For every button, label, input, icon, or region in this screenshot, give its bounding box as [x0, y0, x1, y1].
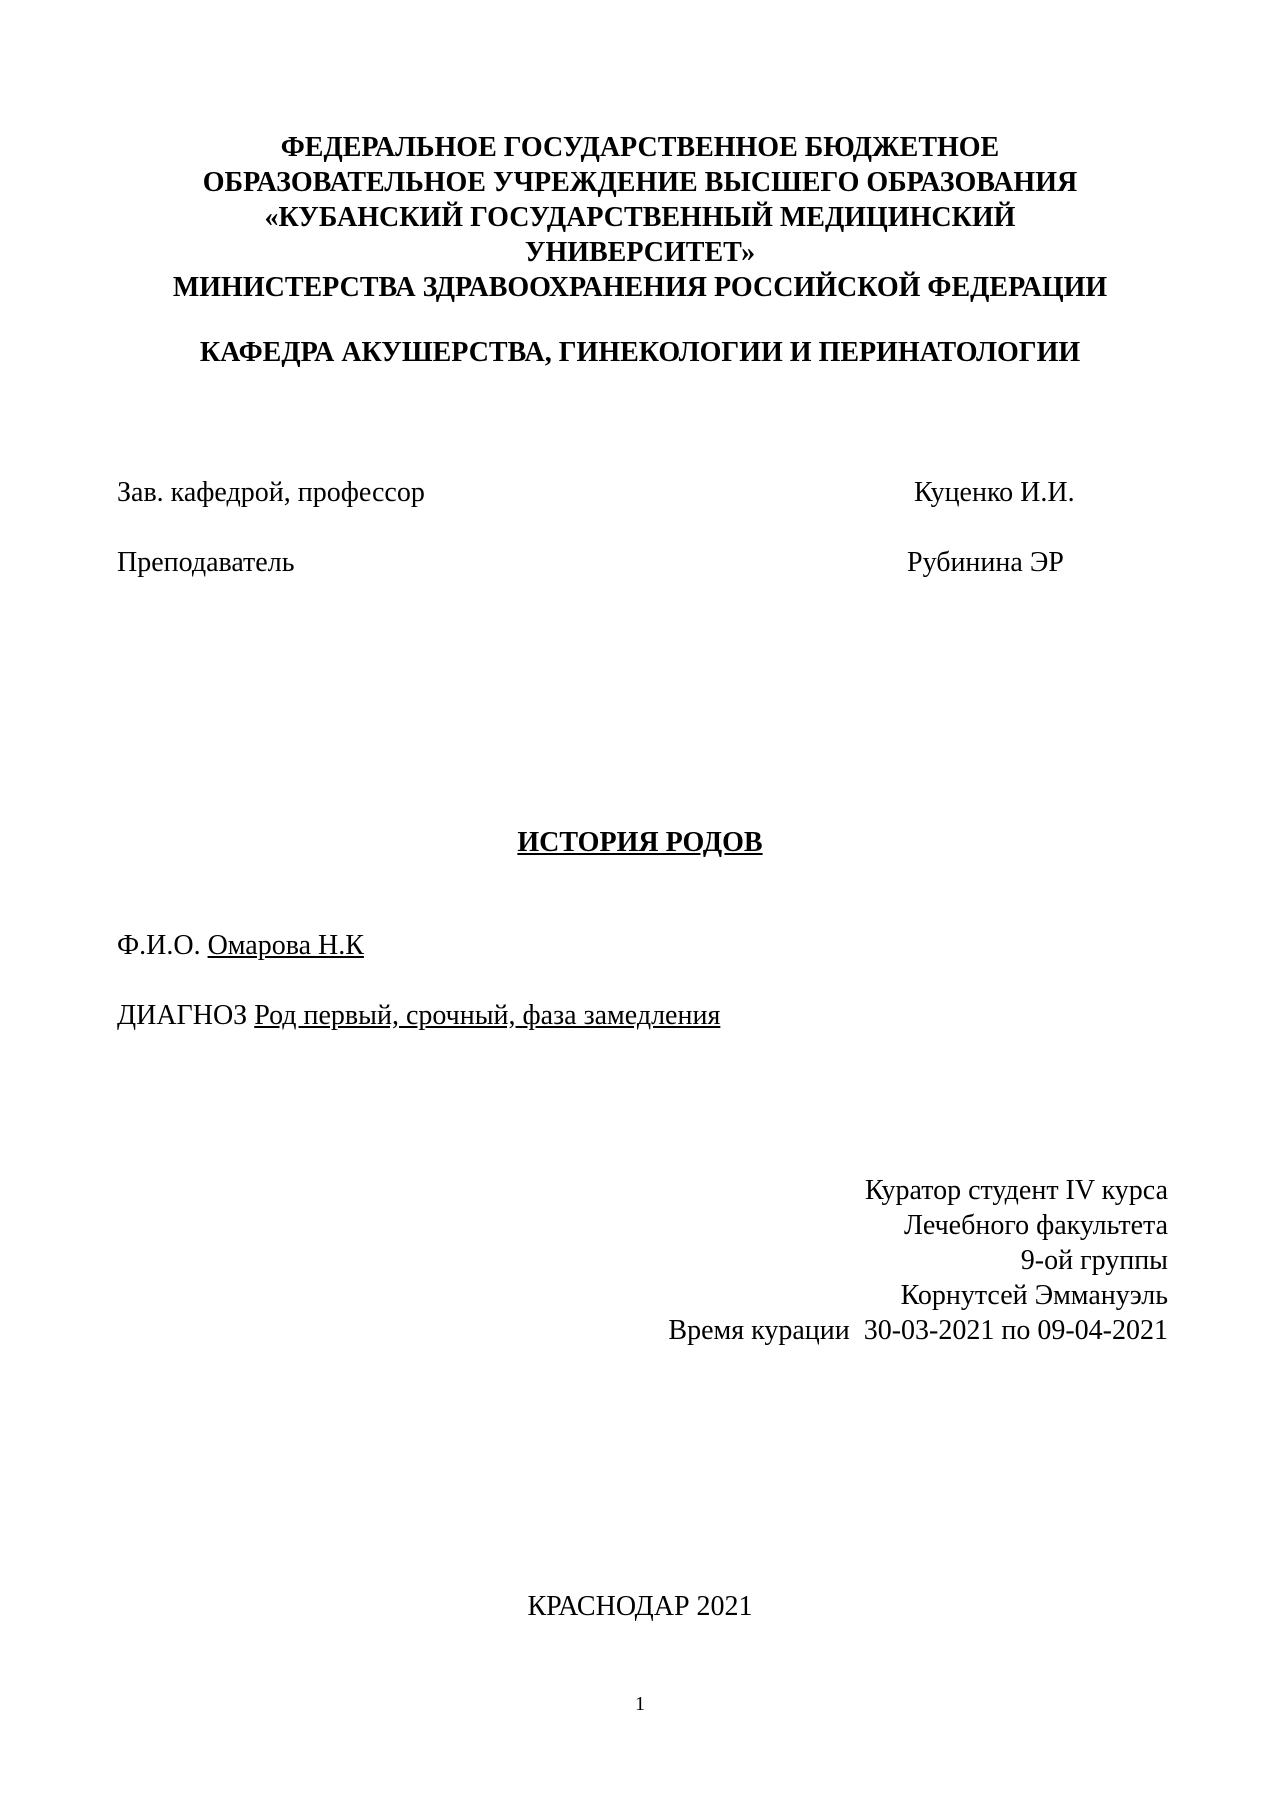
department-name: КАФЕДРА АКУШЕРСТВА, ГИНЕКОЛОГИИ И ПЕРИНАТОЛОГИИ	[199, 337, 1081, 368]
header-line: МИНИСТЕРСТВА ЗДРАВООХРАНЕНИЯ РОССИЙСКОЙ ФЕДЕРАЦИИ	[172, 272, 1108, 303]
diagnosis-value: Род первый, срочный, фаза замедления	[254, 1000, 721, 1031]
header-line: ОБРАЗОВАТЕЛЬНОЕ УЧРЕЖДЕНИЕ ВЫСШЕГО ОБРАЗОВАНИЯ	[202, 167, 1078, 198]
institution-header	[100, 130, 1180, 305]
curator-line: Лечебного факультета	[904, 1210, 1168, 1241]
patient-value: Омарова Н.К	[207, 930, 364, 961]
city-year: КРАСНОДАР 2021	[527, 1591, 753, 1622]
document-title	[100, 825, 1180, 860]
page-number: 1	[635, 1693, 645, 1715]
staff-role-teacher: Преподаватель	[117, 547, 295, 578]
staff-name-teacher: Рубинина ЭР	[907, 547, 1064, 578]
staff-name-head: Куценко И.И.	[914, 477, 1075, 508]
curator-line: Корнутсей Эммануэль	[900, 1280, 1168, 1311]
diagnosis-label: ДИАГНОЗ	[117, 1000, 248, 1031]
header-line: ФЕДЕРАЛЬНОЕ ГОСУДАРСТВЕННОЕ БЮДЖЕТНОЕ	[280, 132, 1000, 163]
document-title-text: ИСТОРИЯ РОДОВ	[517, 827, 763, 858]
header-line: УНИВЕРСИТЕТ»	[524, 237, 756, 268]
curator-line: Время курации 30-03-2021 по 09-04-2021	[668, 1315, 1168, 1346]
diagnosis-field	[117, 998, 720, 1033]
patient-label: Ф.И.О.	[117, 930, 201, 961]
curator-line: Куратор студент IV курса	[864, 1175, 1168, 1206]
curator-line: 9-ой группы	[1020, 1245, 1168, 1276]
patient-field	[117, 928, 364, 963]
staff-role-head: Зав. кафедрой, профессор	[117, 477, 425, 508]
header-line: «КУБАНСКИЙ ГОСУДАРСТВЕННЫЙ МЕДИЦИНСКИЙ	[264, 202, 1016, 233]
curator-block	[668, 1173, 1168, 1348]
